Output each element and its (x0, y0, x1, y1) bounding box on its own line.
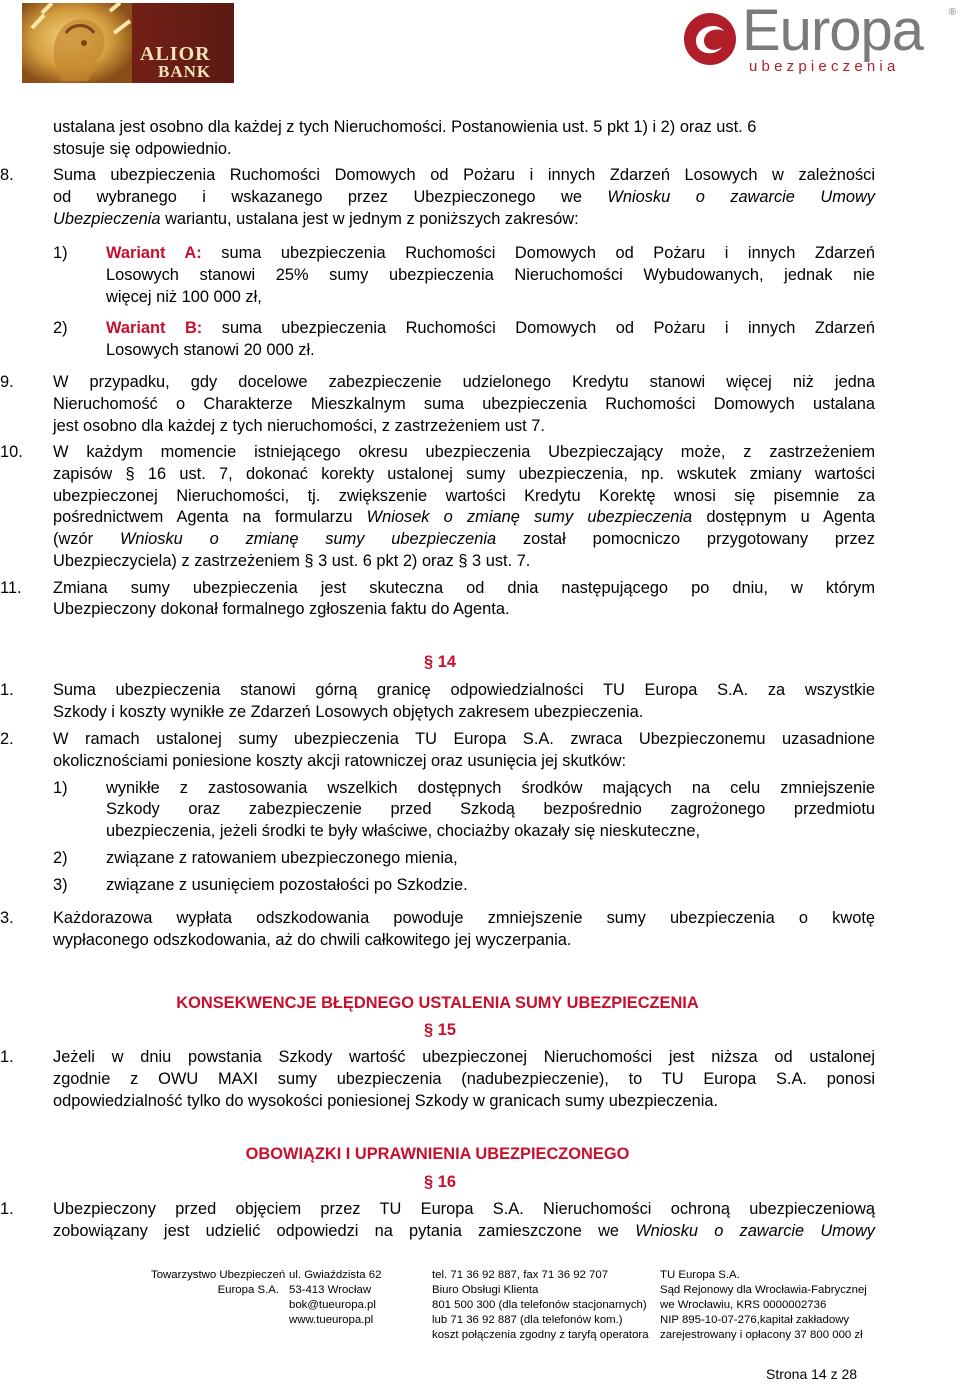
paragraph-number: 8. (0, 166, 14, 184)
italic-text: Wniosku o zmianę sumy ubezpieczenia (119, 530, 497, 548)
list-number: 2) (53, 319, 68, 337)
footer-line: koszt połączenia zgodny z taryfą operatora (432, 1329, 649, 1341)
text-line: Szkody oraz zabezpieczenie przed Szkodą bezpośrednio zagrożonego przedmiotu (106, 800, 875, 818)
paragraph-number: 10. (0, 443, 23, 461)
text-line (53, 1221, 875, 1241)
text-line: odpowiedzialność tylko do wysokości poniesionej Szkody w granicach sumy ubezpieczenia. (53, 1092, 719, 1110)
text-line: zgodnie z OWU MAXI sumy ubezpieczenia (nadubezpieczenie), to TU Europa S.A. ponosi (53, 1070, 875, 1088)
text-span: suma ubezpieczenia Ruchomości Domowych od Pożaru i innych Zdarzeń (221, 244, 875, 262)
footer-line: Sąd Rejonowy dla Wrocławia-Fabrycznej (660, 1284, 867, 1296)
text-span: wariantu, ustalana jest w jednym z poniższych zakresów: (160, 210, 579, 228)
footer-line: lub 71 36 92 887 (dla telefonów kom.) (432, 1314, 623, 1326)
italic-text: Wniosku o zawarcie Umowy (607, 188, 875, 206)
text-line: ubezpieczenia, jeżeli środki te były właściwe, chociażby okazały się nieskuteczne, (106, 822, 700, 840)
text-line: okolicznościami poniesione koszty akcji ratowniczej oraz usunięcia jej skutków: (53, 752, 627, 770)
page-number: Strona 14 z 28 (766, 1366, 858, 1382)
footer-website[interactable]: www.tueuropa.pl (289, 1314, 374, 1326)
section-title: § 14 (424, 653, 456, 671)
coin-portrait-icon (22, 3, 132, 83)
italic-text: Wniosku o zawarcie Umowy (635, 1222, 875, 1240)
list-number: 2) (53, 849, 68, 867)
text-line: wynikłe z zastosowania wszelkich dostępnych środków mających na celu zmniejszenie (106, 779, 875, 797)
text-line: związane z ratowaniem ubezpieczonego mienia, (106, 849, 458, 867)
text-line: Ubezpieczyciela) z zastrzeżeniem § 3 ust. 6 pkt 2) oraz § 3 ust. 7. (53, 552, 531, 570)
list-number: 3) (53, 876, 68, 894)
list-number: 1) (53, 779, 68, 797)
text-line: W przypadku, gdy docelowe zabezpieczenie udzielonego Kredytu stanowi więcej niż jedna (53, 373, 875, 391)
text-span: dostępnym u Agenta (706, 508, 876, 526)
text-line: W ramach ustalonej sumy ubezpieczenia TU Europa S.A. zwraca Ubezpieczonemu uzasadnione (53, 730, 875, 748)
variant-label: Wariant A: (106, 244, 202, 262)
paragraph-number: 3. (0, 909, 14, 927)
text-line (53, 529, 875, 549)
footer-company (151, 1268, 286, 1298)
footer-line: zarejestrowany i opłacony 37 800 000 zł (660, 1329, 863, 1341)
text-line: Jeżeli w dniu powstania Szkody wartość ubezpieczonej Nieruchomości jest niższa od ustalonej (53, 1048, 875, 1066)
footer-line: tel. 71 36 92 887, fax 71 36 92 707 (432, 1269, 609, 1281)
footer-email[interactable]: bok@tueuropa.pl (289, 1299, 376, 1311)
text-line (106, 318, 875, 338)
text-line: związane z usunięciem pozostałości po Szkodzie. (106, 876, 468, 894)
paragraph-number: 1. (0, 1200, 14, 1218)
text-line: W każdym momencie istniejącego okresu ubezpieczenia Ubezpieczający może, z zastrzeżeniem (53, 443, 875, 461)
footer-registry (660, 1268, 867, 1343)
text-line (53, 187, 875, 207)
text-span: został pomocniczo przygotowany przez (522, 530, 875, 548)
paragraph-number: 1. (0, 1048, 14, 1066)
text-line: Ubezpieczony przed objęciem przez TU Europa S.A. Nieruchomości ochroną ubezpieczeniową (53, 1200, 875, 1218)
text-line: więcej niż 100 000 zł, (106, 288, 262, 306)
alior-name-line2: BANK (158, 62, 212, 81)
text-line (106, 243, 875, 263)
text-line: Losowych stanowi 25% sumy ubezpieczenia Nieruchomości Wybudowanych, jednak nie (106, 266, 875, 284)
footer-address (289, 1268, 381, 1328)
text-line: Zmiana sumy ubezpieczenia jest skuteczna od dnia następującego po dniu, w którym (53, 579, 875, 597)
footer-line: Towarzystwo Ubezpieczeń (151, 1269, 286, 1281)
text-line: Każdorazowa wypłata odszkodowania powoduje zmniejszenie sumy ubezpieczenia o kwotę (53, 909, 875, 927)
footer-line: Europa S.A. (217, 1284, 279, 1296)
paragraph-number: 11. (0, 579, 22, 597)
section-title: § 16 (424, 1173, 456, 1191)
section-heading: OBOWIĄZKI I UPRAWNIENIA UBEZPIECZONEGO (245, 1145, 630, 1163)
footer-line: 801 500 300 (dla telefonów stacjonarnych) (432, 1299, 647, 1311)
italic-text: Wniosek o zmianę sumy ubezpieczenia (366, 508, 693, 526)
text-line: Ubezpieczony dokonał formalnego zgłoszenia faktu do Agenta. (53, 600, 510, 618)
footer-line: ul. Gwiaździsta 62 (289, 1269, 382, 1281)
text-line: Losowych stanowi 20 000 zł. (106, 341, 315, 359)
footer-line: 53-413 Wrocław (289, 1284, 372, 1296)
footer-line: Biuro Obsługi Klienta (432, 1284, 539, 1296)
text-span: od wybranego i wskazanego przez Ubezpieczonego we (53, 188, 582, 206)
text-line: Szkody i koszty wynikłe ze Zdarzeń Losowych objętych zakresem ubezpieczenia. (53, 703, 644, 721)
list-number: 1) (53, 244, 68, 262)
footer-line: we Wrocławiu, KRS 0000002736 (660, 1299, 827, 1311)
europa-wordmark: Europa (742, 0, 924, 63)
text-line (53, 209, 579, 229)
europa-logo (676, 0, 960, 83)
variant-label: Wariant B: (106, 319, 203, 337)
footer-contact (432, 1268, 649, 1343)
text-line (53, 507, 875, 527)
text-line: ustalana jest osobno dla każdej z tych Nieruchomości. Postanowienia ust. 5 pkt 1) i 2) oraz ust. 6 (53, 118, 757, 136)
alior-name-line1: ALIOR (140, 43, 211, 65)
text-line: zapisów § 16 ust. 7, dokonać korekty ustalonej sumy ubezpieczenia, np. wskutek zmiany wartości (53, 465, 875, 483)
text-span: pośrednictwem Agenta na formularzu (53, 508, 353, 526)
trademark-mark: ® (948, 7, 956, 18)
section-heading: KONSEKWENCJE BŁĘDNEGO USTALENIA SUMY UBEZPIECZENIA (176, 994, 699, 1012)
footer-line: TU Europa S.A. (660, 1269, 740, 1281)
section-title: § 15 (424, 1021, 456, 1039)
europa-subtitle: ubezpieczenia (749, 58, 900, 75)
text-line: stosuje się odpowiednio. (53, 140, 232, 158)
text-span: suma ubezpieczenia Ruchomości Domowych od Pożaru i innych Zdarzeń (221, 319, 875, 337)
paragraph-number: 1. (0, 681, 14, 699)
text-span: zobowiązany jest udzielić odpowiedzi na pytania zamieszczone we (53, 1222, 620, 1240)
alior-bank-logo (22, 3, 234, 83)
text-line: wypłaconego odszkodowania, aż do chwili całkowitego jej wyczerpania. (53, 931, 572, 949)
italic-text: Ubezpieczenia (53, 210, 161, 228)
footer-line: NIP 895-10-07-276,kapitał zakładowy (660, 1314, 850, 1326)
europa-swirl-icon (682, 11, 738, 67)
text-span: (wzór (53, 530, 94, 548)
paragraph-number: 2. (0, 730, 14, 748)
text-line: Suma ubezpieczenia Ruchomości Domowych od Pożaru i innych Zdarzeń Losowych w zależności (53, 166, 875, 184)
text-line: jest osobno dla każdej z tych nieruchomości, z zastrzeżeniem ust 7. (53, 417, 545, 435)
text-line: Nieruchomość o Charakterze Mieszkalnym suma ubezpieczenia Ruchomości Domowych ustalana (53, 395, 875, 413)
text-line: Suma ubezpieczenia stanowi górną granicę odpowiedzialności TU Europa S.A. za wszystkie (53, 681, 875, 699)
paragraph-number: 9. (0, 373, 14, 391)
text-line: ubezpieczonej Nieruchomości, tj. zwiększenie wartości Kredytu Korektę wnosi się pisemnie za (53, 487, 875, 505)
